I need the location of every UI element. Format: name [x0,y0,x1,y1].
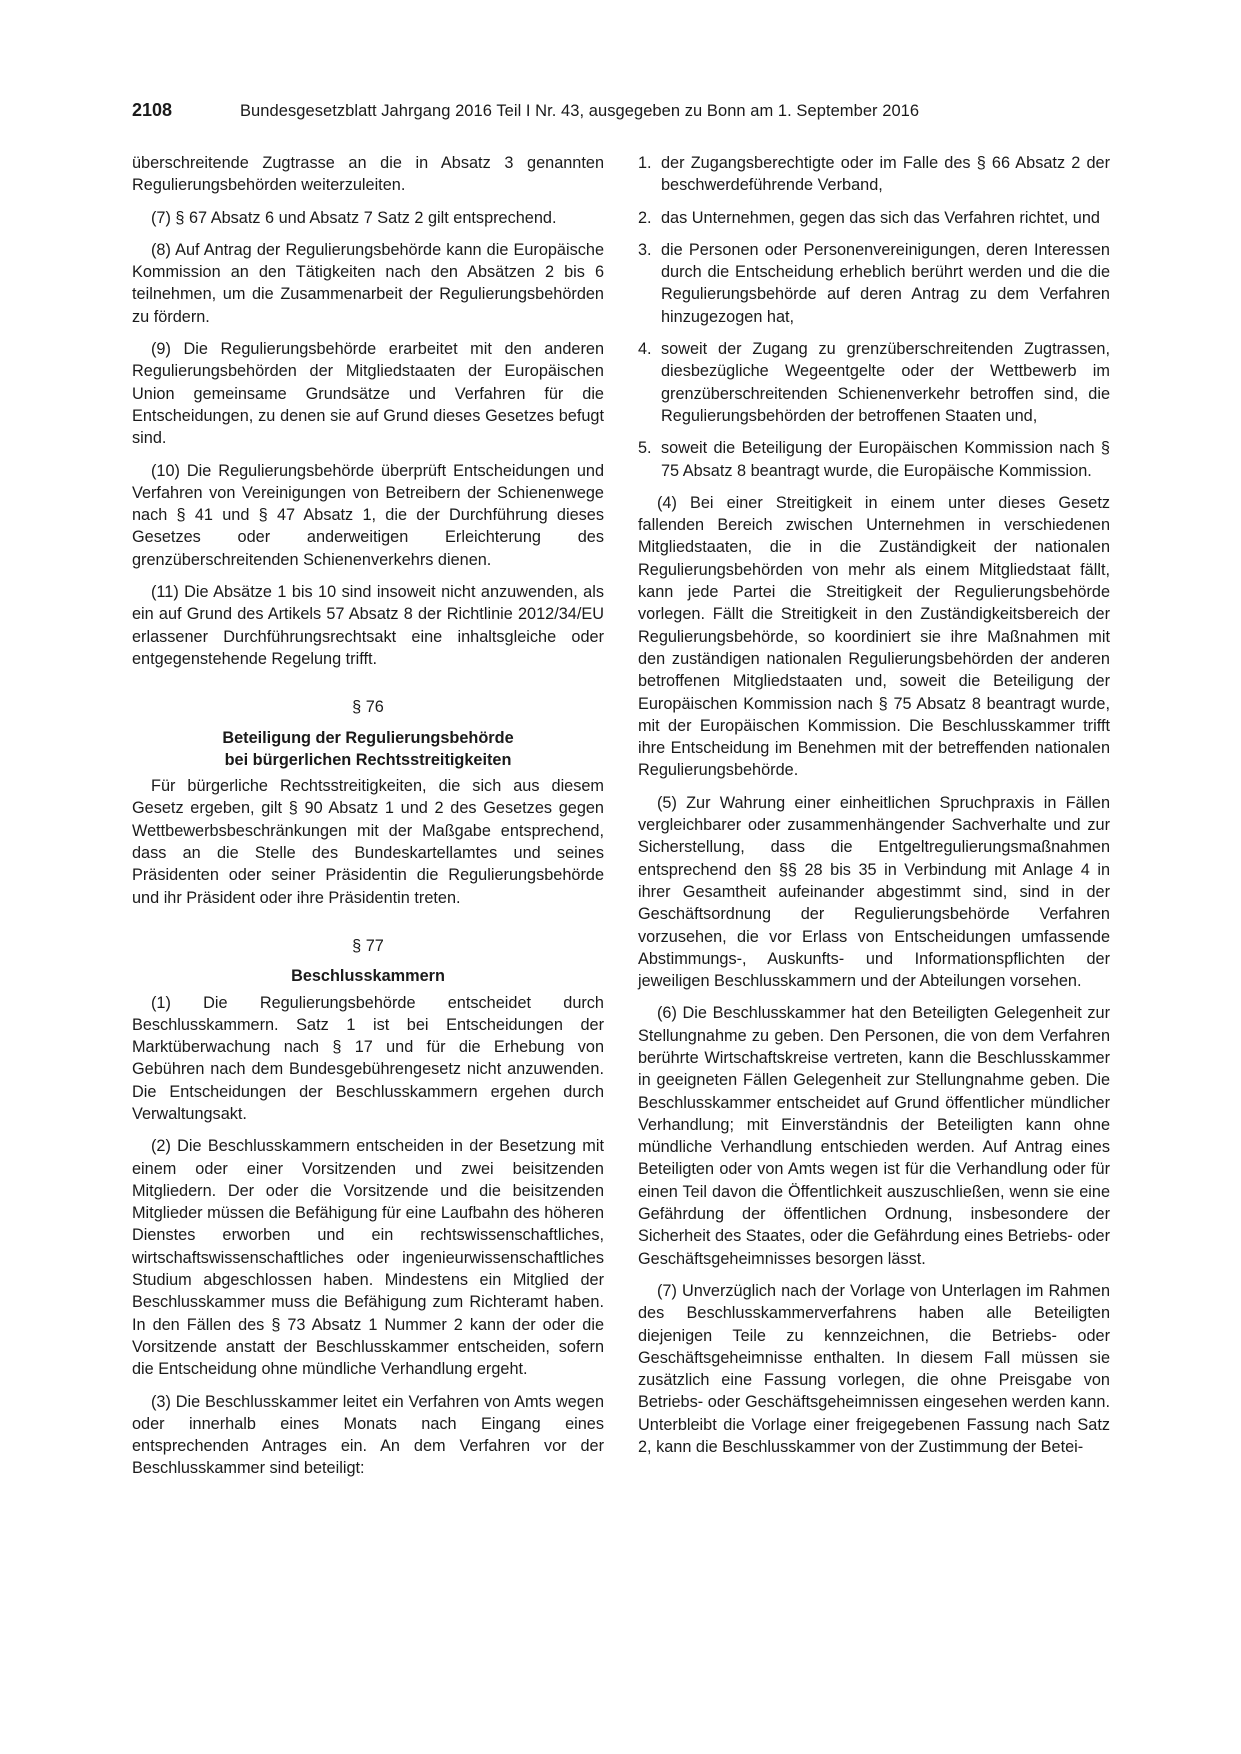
list-item-text: das Unternehmen, gegen das sich das Verfahren richtet, und [661,208,1100,227]
list-item-number: 3. [638,240,652,259]
page-number: 2108 [132,100,173,120]
section-77-paragraph-2: (2) Die Beschlusskammern entscheiden in der Besetzung mit einem oder einer Vorsitzenden und zwei beisitzenden Mitgliedern. Der oder die Vorsitzende und die beisitzenden Mitglieder müssen die Befähigung für eine Laufbahn des höheren Dienstes erworben und ein rechtswissenschaftliches, wirtschaftswissenschaftliches oder ingenieurwissenschaftliches Studium abgeschlossen haben. Mindestens ein Mitglied der Beschlusskammer muss die Befähigung zum Richteramt haben. In den Fällen des § 73 Absatz 1 Nummer 2 kann der oder die Vorsitzende anstatt der Beschlusskammer entscheiden, sofern die Entscheidung ohne mündliche Verhandlung ergeht. [132,1137,604,1379]
section-77-paragraph-1: (1) Die Regulierungsbehörde entscheidet durch Beschlusskammern. Satz 1 ist bei Entscheidungen der Marktüberwachung nach § 17 und für die Erhebung von Gebühren nach dem Bundesgebührengesetz nicht anzuwenden. Die Entscheidungen der Beschlusskammern ergehen durch Verwaltungsakt. [132,993,604,1123]
section-77-paragraph-3: (3) Die Beschlusskammer leitet ein Verfahren von Amts wegen oder innerhalb eines Monats nach Eingang eines entsprechenden Antrages ein. An dem Verfahren vor der Beschlusskammer sind beteiligt: [132,1392,604,1478]
section-77-paragraph-7: (7) Unverzüglich nach der Vorlage von Unterlagen im Rahmen des Beschlusskammerverfahrens haben alle Beteiligten diejenigen Teile zu kennzeichnen, die Betriebs- oder Geschäftsgeheimnisse enthalten. In diesem Fall müssen sie zusätzlich eine Fassung vorlegen, die ohne Preisgabe von Betriebs- oder Geschäftsgeheimnissen eingesehen werden kann. Unterbleibt die Vorlage einer freigegebenen Fassung nach Satz 2, kann die Beschlusskammer von der Zustimmung der Betei- [638,1281,1110,1457]
list-item-text: soweit der Zugang zu grenzüberschreitenden Zugtrassen, diesbezügliche Wegeentgelte oder der Wettbewerb im grenzüberschreitenden Schienenverkehr betroffen sind, die Regulierungsbehörden der betroffenen Staaten und, [661,340,1110,425]
section-76-title-line-1: Beteiligung der Regulierungsbehörde [222,728,514,747]
section-76-number: § 76 [352,698,384,717]
left-column [132,152,604,1490]
participants-list [638,152,1110,482]
paragraph-9: (9) Die Regulierungsbehörde erarbeitet mit den anderen Regulierungsbehörden der Mitgliedstaaten der Europäischen Union gemeinsame Grundsätze und Verfahren für die Entscheidungen, zu denen sie auf Grund dieses Gesetzes befugt sind. [132,340,604,448]
right-column [638,152,1110,1468]
list-item-number: 2. [638,208,652,227]
paragraph-7: (7) § 67 Absatz 6 und Absatz 7 Satz 2 gilt entsprechend. [151,208,557,227]
list-item-text: soweit die Beteiligung der Europäischen Kommission nach § 75 Absatz 8 beantragt wurde, die Europäische Kommission. [661,439,1110,480]
section-77-number: § 77 [352,936,384,955]
section-77-title: Beschlusskammern [291,967,445,986]
list-item [638,338,1110,427]
list-item-text: die Personen oder Personenvereinigungen, deren Interessen durch die Entscheidung erheblich berührt werden und die die Regulierungsbehörde auf deren Antrag zu dem Verfahren hinzugezogen hat, [661,240,1110,326]
list-item [638,437,1110,482]
paragraph-10: (10) Die Regulierungsbehörde überprüft Entscheidungen und Verfahren von Vereinigungen von Betreibern der Schienenwege nach § 41 und § 47 Absatz 1, die der Durchführung dieses Gesetzes oder anderweitigen Erleichterung des grenzüberschreitenden Schienenverkehrs dienen. [132,461,604,569]
paragraph-continued: überschreitende Zugtrasse an die in Absatz 3 genannten Regulierungsbehörden weiterzuleiten. [132,154,604,195]
list-item [638,239,1110,328]
paragraph-11: (11) Die Absätze 1 bis 10 sind insoweit nicht anzuwenden, als ein auf Grund des Artikels 57 Absatz 8 der Richtlinie 2012/34/EU erlassener Durchführungsrechtsakt eine inhaltsgleiche oder entgegenstehende Regelung trifft. [132,583,604,668]
section-76-title [132,727,604,772]
list-item-number: 5. [638,439,652,458]
list-item [638,207,1110,229]
paragraph-8: (8) Auf Antrag der Regulierungsbehörde kann die Europäische Kommission an den Tätigkeiten nach den Absätzen 2 bis 6 teilnehmen, um die Zusammenarbeit der Regulierungsbehörden zu fördern. [132,240,604,326]
list-item-number: 4. [638,340,652,359]
section-76-text: Für bürgerliche Rechtsstreitigkeiten, die sich aus diesem Gesetz ergeben, gilt § 90 Absatz 1 und 2 des Gesetzes gegen Wettbewerbsbeschränkungen mit der Maßgabe entsprechend, dass an die Stelle des Bundeskartellamtes und seines Präsidenten oder seiner Präsidentin die Regulierungsbehörde und ihr Präsident oder ihre Präsidentin treten. [132,777,604,907]
list-item-number: 1. [638,154,652,172]
list-item [638,152,1110,197]
section-76-title-line-2: bei bürgerlichen Rechtsstreitigkeiten [224,750,512,769]
page-header [132,100,1112,124]
section-77-paragraph-5: (5) Zur Wahrung einer einheitlichen Spruchpraxis in Fällen vergleichbarer oder zusammenhängender Sachverhalte und zur Sicherstellung, dass die Entgeltregulierungsmaßnahmen entsprechend den §§ 28 bis 35 in Verbindung mit Anlage 4 in ihrer Gesamtheit aufeinander abgestimmt sind, sind in der Geschäftsordnung der Regulierungsbehörde Verfahren vorzusehen, die vor Erlass von Entscheidungen umfassende Abstimmungs-, Auskunfts- und Informationspflichten der jeweiligen Beschlusskammern und der Abteilungen vorsehen. [638,793,1110,991]
running-title: Bundesgesetzblatt Jahrgang 2016 Teil I Nr. 43, ausgegeben zu Bonn am 1. September 2016 [240,102,920,120]
list-item-text: der Zugangsberechtigte oder im Falle des § 66 Absatz 2 der beschwerdeführende Verband, [661,154,1110,195]
section-77-paragraph-6: (6) Die Beschlusskammer hat den Beteiligten Gelegenheit zur Stellungnahme zu geben. Den Personen, die von dem Verfahren berührte Wirtschaftskreise vertreten, kann die Beschlusskammer in geeigneten Fällen Gelegenheit zur Stellungnahme geben. Die Beschlusskammer entscheidet auf Grund öffentlicher mündlicher Verhandlung; mit Einverständnis der Beteiligten kann ohne mündliche Verhandlung entschieden werden. Auf Antrag eines Beteiligten oder von Amts wegen ist für die Verhandlung oder für einen Teil davon die Öffentlichkeit auszuschließen, wenn sie eine Gefährdung der öffentlichen Ordnung, insbesondere der Sicherheit des Staates, oder die Gefährdung eines Betriebs- oder Geschäftsgeheimnisses besorgen lässt. [638,1004,1110,1268]
section-77-paragraph-4: (4) Bei einer Streitigkeit in einem unter dieses Gesetz fallenden Bereich zwischen Unternehmen in verschiedenen Mitgliedstaaten, die in die Zuständigkeit der nationalen Regulierungsbehörden von mehr als einem Mitgliedstaat fällt, kann jede Partei die Streitigkeit der Regulierungsbehörde vorlegen. Fällt die Streitigkeit in den Zuständigkeitsbereich der Regulierungsbehörde, so koordiniert sie ihre Maßnahmen mit den zuständigen nationalen Regulierungsbehörden der anderen betroffenen Mitgliedstaaten und, soweit die Beteiligung der Europäischen Kommission nach § 75 Absatz 8 beantragt wurde, mit der Europäischen Kommission. Die Beschlusskammer trifft ihre Entscheidung im Benehmen mit der betreffenden nationalen Regulierungsbehörde. [638,493,1110,780]
